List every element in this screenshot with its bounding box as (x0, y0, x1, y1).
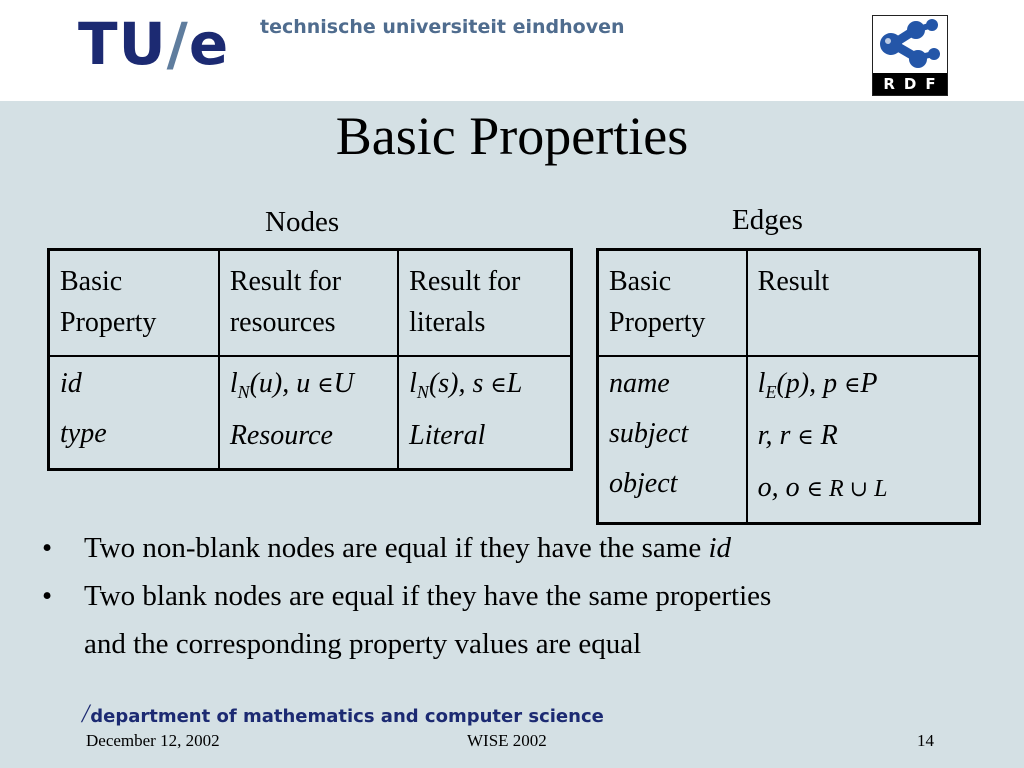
header-cell: Result (747, 250, 980, 357)
nodes-table (47, 248, 573, 471)
table-row (598, 356, 980, 524)
footer-date: December 12, 2002 (86, 731, 220, 750)
university-name: technische universiteit eindhoven (260, 16, 625, 38)
list-item-continuation: and the corresponding property values are equal (84, 628, 642, 660)
footer-event: WISE 2002 (467, 731, 547, 750)
page-number: 14 (917, 731, 934, 750)
list-item: • Two blank nodes are equal if they have the same properties (38, 572, 998, 620)
header-cell: Basic Property (49, 250, 219, 357)
edges-table (596, 248, 981, 525)
bullet-icon: • (42, 580, 53, 612)
tue-logo: TU/e (78, 10, 230, 78)
bullet-icon: • (42, 532, 53, 564)
resource-result-cell: $l_N(u)$, u ∈U Resource (219, 356, 398, 470)
property-cell: name subject object (598, 356, 747, 524)
list-item: • Two non-blank nodes are equal if they have the same id (38, 524, 998, 572)
table-header-row (598, 250, 980, 357)
table-header-row (49, 250, 572, 357)
rdf-graph-icon (873, 16, 947, 73)
literal-result-cell: $l_N(s)$, s ∈L Literal (398, 356, 571, 470)
department-footer: /department of mathematics and computer science (82, 699, 604, 728)
header-cell: Result for literals (398, 250, 571, 357)
slide-header (0, 0, 1024, 101)
edges-caption: Edges (732, 204, 803, 236)
result-cell: $l_E(p)$, p ∈P r, r ∈ R o, o ∈ R ∪ L (747, 356, 980, 524)
slide-title: Basic Properties (335, 106, 689, 166)
header-cell: Basic Property (598, 250, 747, 357)
rdf-logo (872, 15, 948, 96)
header-cell: Result for resources (219, 250, 398, 357)
nodes-caption: Nodes (265, 206, 340, 238)
rdf-label: RDF (873, 73, 947, 95)
bullet-list (38, 524, 998, 668)
table-row (49, 356, 572, 470)
property-cell: id type (49, 356, 219, 470)
